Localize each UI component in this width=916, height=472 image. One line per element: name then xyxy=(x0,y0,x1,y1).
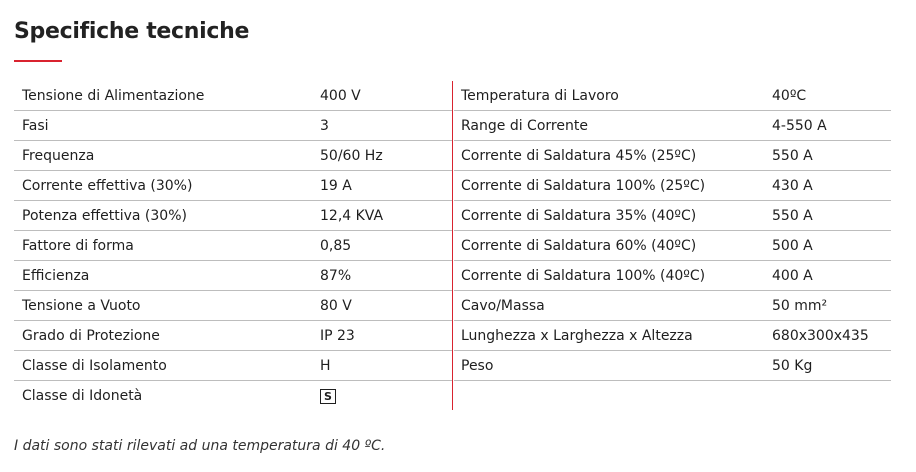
spec-label: Peso xyxy=(461,358,494,374)
table-row xyxy=(14,381,452,411)
spec-value xyxy=(320,388,336,404)
table-row xyxy=(454,171,891,201)
table-row xyxy=(454,201,891,231)
spec-label: Corrente effettiva (30%) xyxy=(22,178,193,194)
spec-label: Corrente di Saldatura 45% (25ºC) xyxy=(461,148,697,164)
spec-value: 680x300x435 xyxy=(772,328,869,344)
spec-value: 400 A xyxy=(772,268,813,284)
spec-label: Frequenza xyxy=(22,148,95,164)
spec-value: 4-550 A xyxy=(772,118,827,134)
table-row xyxy=(454,141,891,171)
spec-label: Corrente di Saldatura 60% (40ºC) xyxy=(461,238,697,254)
table-row xyxy=(14,81,452,111)
spec-value: 0,85 xyxy=(320,238,352,254)
spec-value: 50 mm² xyxy=(772,298,828,314)
table-row xyxy=(14,141,452,171)
spec-label: Tensione di Alimentazione xyxy=(22,88,205,104)
spec-value: H xyxy=(320,358,331,374)
spec-value: 3 xyxy=(320,118,329,134)
table-row xyxy=(14,231,452,261)
spec-label: Classe di Isolamento xyxy=(22,358,167,374)
spec-label: Corrente di Saldatura 100% (25ºC) xyxy=(461,178,706,194)
spec-value: IP 23 xyxy=(320,328,355,344)
spec-value: 400 V xyxy=(320,88,361,104)
spec-value: 19 A xyxy=(320,178,352,194)
spec-label: Lunghezza x Larghezza x Altezza xyxy=(461,328,693,344)
spec-value: 50/60 Hz xyxy=(320,148,383,164)
spec-label: Fasi xyxy=(22,118,49,134)
table-row xyxy=(454,351,891,381)
table-row xyxy=(454,231,891,261)
table-row xyxy=(14,261,452,291)
spec-value: 12,4 KVA xyxy=(320,208,384,224)
spec-value: 550 A xyxy=(772,148,813,164)
column-divider xyxy=(452,81,453,410)
table-row xyxy=(14,201,452,231)
spec-label: Efficienza xyxy=(22,268,90,284)
spec-value: 80 V xyxy=(320,298,352,314)
title-underline xyxy=(14,60,62,62)
spec-label: Fattore di forma xyxy=(22,238,134,254)
footnote: I dati sono stati rilevati ad una temperatura di 40 ºC. xyxy=(14,438,386,454)
spec-label: Cavo/Massa xyxy=(461,298,545,314)
spec-label: Tensione a Vuoto xyxy=(22,298,141,314)
page-title: Specifiche tecniche xyxy=(14,19,250,44)
spec-label: Classe di Idonetà xyxy=(22,388,143,404)
spec-value: 430 A xyxy=(772,178,813,194)
specs-table-right xyxy=(454,81,891,381)
spec-label: Corrente di Saldatura 35% (40ºC) xyxy=(461,208,697,224)
table-row xyxy=(454,111,891,141)
spec-value: 500 A xyxy=(772,238,813,254)
spec-label: Grado di Protezione xyxy=(22,328,160,344)
table-row xyxy=(14,291,452,321)
spec-label: Range di Corrente xyxy=(461,118,588,134)
table-row xyxy=(454,261,891,291)
spec-label: Potenza effettiva (30%) xyxy=(22,208,187,224)
table-row xyxy=(454,321,891,351)
spec-value: 550 A xyxy=(772,208,813,224)
s-class-badge: S xyxy=(320,389,336,404)
specs-table-left xyxy=(14,81,452,411)
spec-label: Corrente di Saldatura 100% (40ºC) xyxy=(461,268,706,284)
table-row xyxy=(14,351,452,381)
table-row xyxy=(454,81,891,111)
table-row xyxy=(14,321,452,351)
table-row xyxy=(454,291,891,321)
table-row xyxy=(14,171,452,201)
spec-label: Temperatura di Lavoro xyxy=(461,88,619,104)
spec-value: 40ºC xyxy=(772,88,807,104)
spec-value: 50 Kg xyxy=(772,358,813,374)
spec-value: 87% xyxy=(320,268,352,284)
table-row xyxy=(14,111,452,141)
